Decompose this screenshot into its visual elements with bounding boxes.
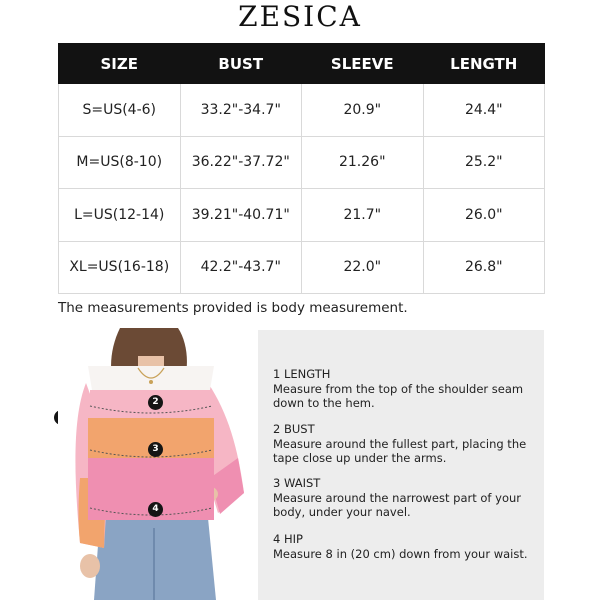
model-illustration bbox=[58, 328, 248, 600]
step-title: 4 HIP bbox=[273, 532, 303, 546]
sleeve-cell: 21.26" bbox=[302, 136, 424, 189]
step-waist bbox=[273, 476, 533, 520]
bust-cell: 36.22"-37.72" bbox=[180, 136, 302, 189]
sleeve-cell: 22.0" bbox=[302, 241, 424, 294]
table-row bbox=[59, 84, 545, 137]
length-cell: 26.8" bbox=[423, 241, 545, 294]
header-bust: BUST bbox=[180, 44, 302, 84]
brand-logo: ZESICA bbox=[238, 0, 362, 33]
sweater-model-drawing bbox=[58, 328, 248, 600]
measurement-instructions-panel bbox=[258, 330, 544, 600]
step-description: Measure 8 in (20 cm) down from your waist. bbox=[273, 546, 528, 561]
step-title: 2 BUST bbox=[273, 422, 315, 436]
header-length: LENGTH bbox=[423, 44, 545, 84]
step-description: Measure around the narrowest part of your body, under your navel. bbox=[273, 490, 521, 519]
size-cell: M=US(8-10) bbox=[59, 136, 181, 189]
marker-3: 3 bbox=[148, 442, 163, 457]
size-cell: S=US(4-6) bbox=[59, 84, 181, 137]
step-title: 1 LENGTH bbox=[273, 367, 331, 381]
header-size: SIZE bbox=[59, 44, 181, 84]
length-cell: 25.2" bbox=[423, 136, 545, 189]
size-cell: XL=US(16-18) bbox=[59, 241, 181, 294]
sleeve-cell: 20.9" bbox=[302, 84, 424, 137]
bust-cell: 42.2"-43.7" bbox=[180, 241, 302, 294]
table-header-row bbox=[59, 44, 545, 84]
measurement-note: The measurements provided is body measurement. bbox=[58, 300, 408, 316]
table-row bbox=[59, 136, 545, 189]
marker-2: 2 bbox=[148, 395, 163, 410]
bust-cell: 33.2"-34.7" bbox=[180, 84, 302, 137]
step-length bbox=[273, 367, 533, 411]
size-cell: L=US(12-14) bbox=[59, 189, 181, 242]
length-cell: 26.0" bbox=[423, 189, 545, 242]
length-cell: 24.4" bbox=[423, 84, 545, 137]
header-sleeve: SLEEVE bbox=[302, 44, 424, 84]
sleeve-cell: 21.7" bbox=[302, 189, 424, 242]
step-description: Measure around the fullest part, placing the tape close up under the arms. bbox=[273, 436, 527, 465]
table-row bbox=[59, 241, 545, 294]
table-row bbox=[59, 189, 545, 242]
step-hip bbox=[273, 532, 533, 561]
step-description: Measure from the top of the shoulder seam down to the hem. bbox=[273, 381, 524, 410]
bust-cell: 39.21"-40.71" bbox=[180, 189, 302, 242]
marker-4: 4 bbox=[148, 502, 163, 517]
step-title: 3 WAIST bbox=[273, 476, 321, 490]
size-chart-table bbox=[58, 43, 545, 294]
step-bust bbox=[273, 422, 533, 466]
